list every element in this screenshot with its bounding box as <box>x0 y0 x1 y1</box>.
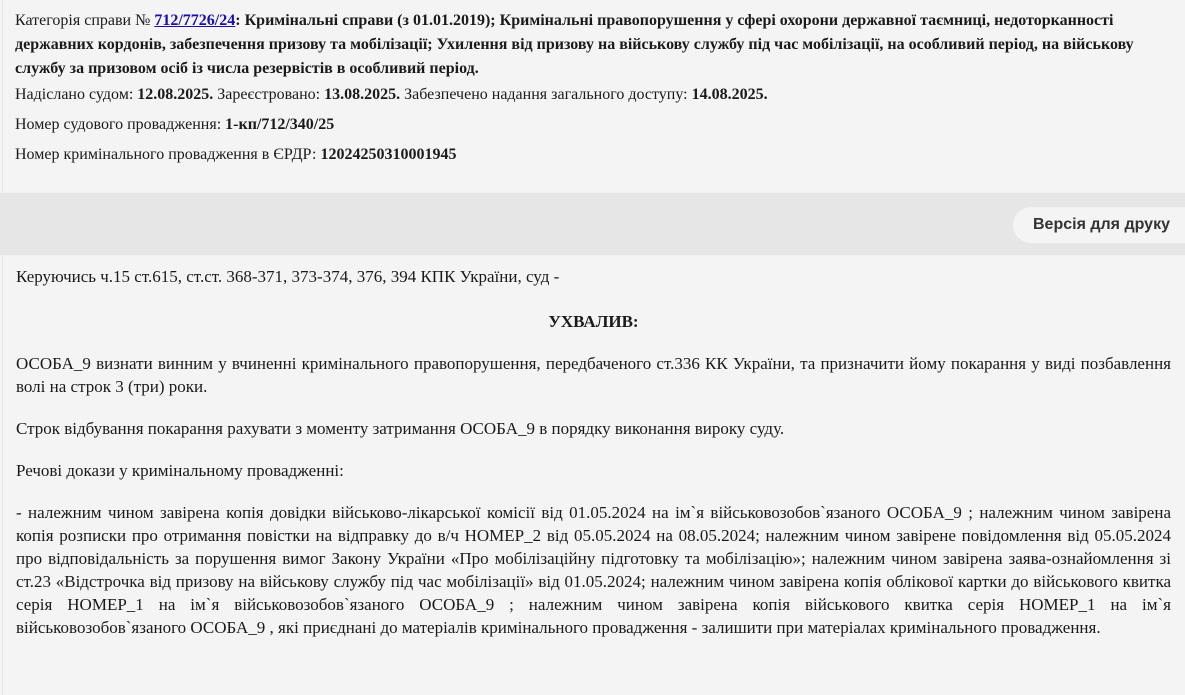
toolbar <box>0 193 1185 255</box>
case-number-link[interactable]: 712/7726/24 <box>154 12 236 29</box>
category-label: Категорія справи № <box>15 12 155 29</box>
access-date: 14.08.2025. <box>691 86 768 103</box>
criminal-proceeding-label: Номер кримінального провадження в ЄРДР: <box>15 146 321 163</box>
court-proceeding-label: Номер судового провадження: <box>15 116 226 133</box>
verdict-heading: УХВАЛИВ: <box>548 312 639 331</box>
case-category <box>15 9 1174 81</box>
verdict-paragraph-4: - належним чином завірена копія довідки військово-лікарської комісії від 01.05.2024 на ім`я військовозобов`язаного ОСОБА_9 ; належним чином завірена копія розписки про отримання повістки на відправку до в/ч НОМЕР_2 від 05.05.2024 на 08.05.2024; належним чином завірене повідомлення від 05.05.2024 про відповідальність за порушення вимог Закону України «Про мобілізаційну підготовку та мобілізацію»; належним чином завірена заява-ознайомлення зі ст.23 «Відстрочка від призову на військову службу під час мобілізації» від 01.05.2024; належним чином завірена копія облікової картки до військового квитка серія НОМЕР_1 на ім`я військовозобов`язаного ОСОБА_9 ; належним чином завірена копія військового квитка серія НОМЕР_1 на ім`я військовозобов`язаного ОСОБА_9 , які приєднані до матеріалів кримінального провадження - залишити при матеріалах кримінального провадження. <box>16 503 1171 637</box>
court-proceeding <box>15 113 1174 137</box>
case-dates <box>15 83 1174 107</box>
intro-paragraph: Керуючись ч.15 ст.615, ст.ст. 368-371, 373-374, 376, 394 КПК України, суд - <box>16 267 560 286</box>
case-header <box>2 0 1185 192</box>
access-label: Забезпечено надання загального доступу: <box>400 86 692 103</box>
verdict-paragraph-3: Речові докази у кримінальному провадженні: <box>16 461 344 480</box>
sent-label: Надіслано судом: <box>15 86 138 103</box>
sent-date: 12.08.2025. <box>137 86 214 103</box>
criminal-proceeding-number: 12024250310001945 <box>320 146 457 163</box>
court-proceeding-number: 1-кп/712/340/25 <box>225 116 335 133</box>
category-text: : Кримінальні справи (з 01.01.2019); Кримінальні правопорушення у сфері охорони державної таємниці, недоторканності державних кордонів, забезпечення призову та мобілізації; Ухилення від призову на військову службу під час мобілізації, на особливий період, на військову службу за призовом осіб із числа резервістів в особливий період. <box>15 12 1134 77</box>
verdict-paragraph-1: ОСОБА_9 визнати винним у вчиненні кримінального правопорушення, передбаченого ст.336 КК України, та призначити йому покарання у виді позбавлення волі на строк 3 (три) роки. <box>16 354 1171 396</box>
verdict-paragraph-2: Строк відбування покарання рахувати з моменту затримання ОСОБА_9 в порядку виконання вироку суду. <box>16 419 785 438</box>
registered-label: Зареєстровано: <box>213 86 325 103</box>
print-version-button[interactable]: Версія для друку <box>1013 207 1185 243</box>
criminal-proceeding <box>15 143 1174 167</box>
document-body <box>2 255 1185 695</box>
registered-date: 13.08.2025. <box>324 86 401 103</box>
